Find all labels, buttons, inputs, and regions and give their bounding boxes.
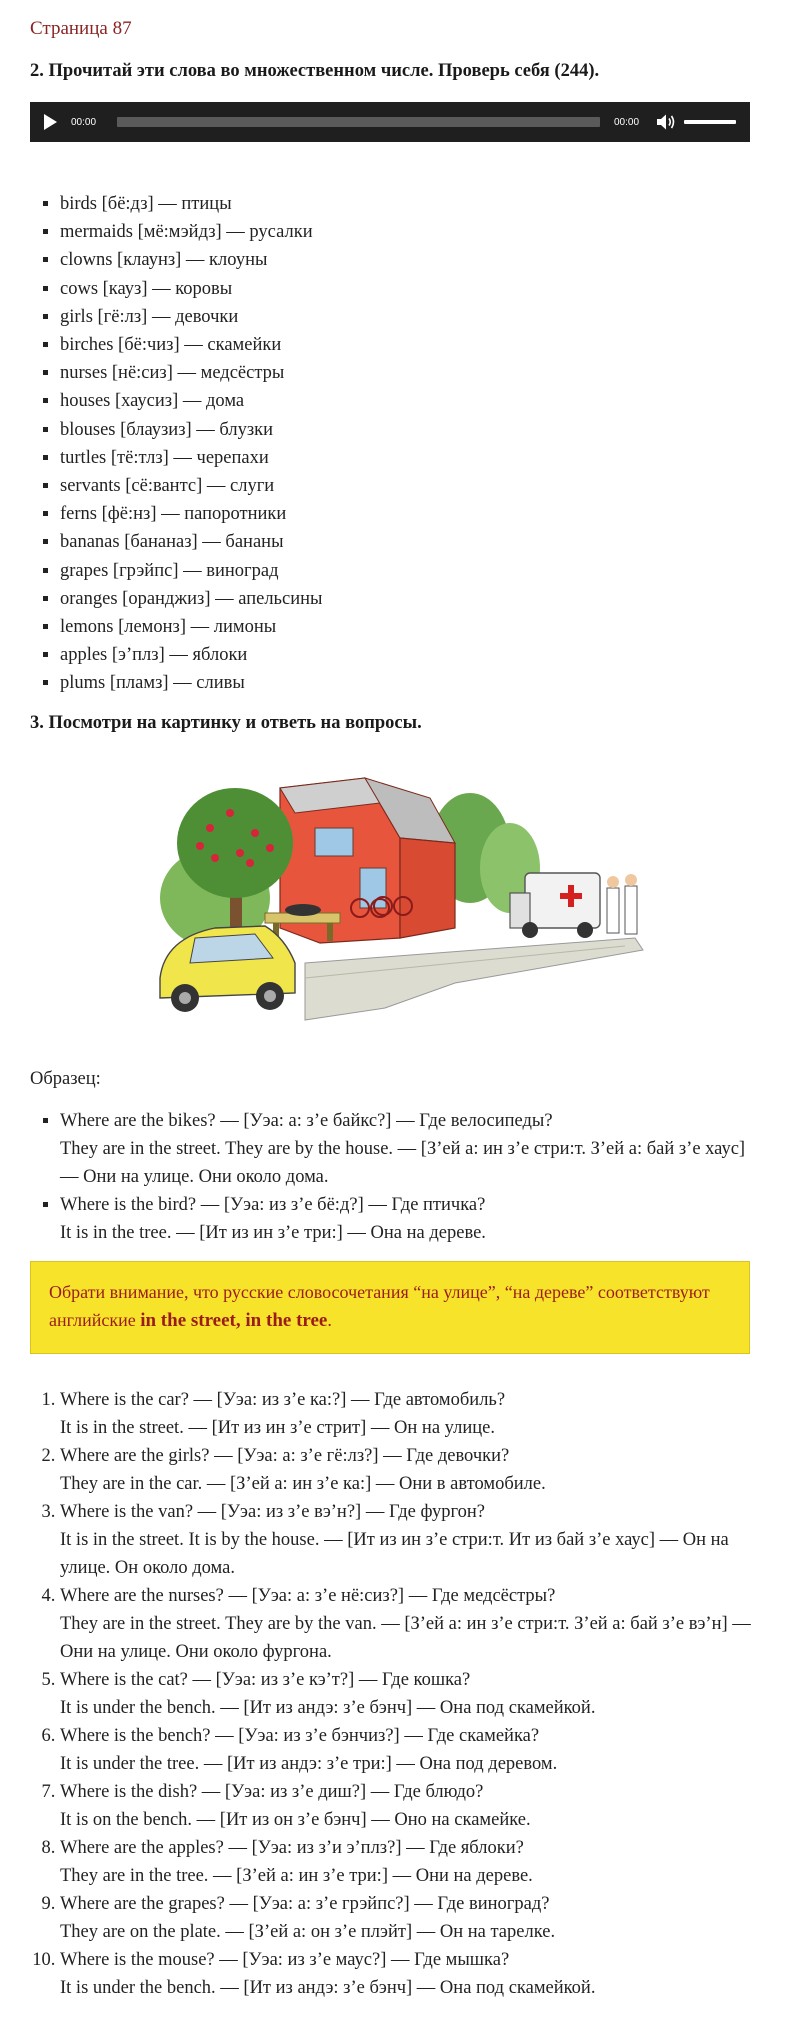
answer: They are in the tree. — [З’ей а: ин з’е три:] — Они на дереве. xyxy=(60,1865,533,1886)
note-separator: , xyxy=(235,1309,246,1331)
list-item: ▪ cows [кауз] — коровы xyxy=(60,275,751,303)
page-number: Страница 87 xyxy=(30,18,132,39)
note-text: Обрати внимание, что русские словосочетания “на улице”, “на дереве” соответствуют английские xyxy=(49,1281,710,1330)
note-box xyxy=(30,1261,750,1354)
list-item: ▪ birches [бё:чиз] — скамейки xyxy=(60,331,751,359)
question: 7. Where is the dish? — [Уэа: из з’е диш?] — Где блюдо? xyxy=(60,1781,484,1802)
answer: It is under the bench. — [Ит из андэ: з’е бэнч] — Она под скамейкой. xyxy=(60,1977,596,1998)
list-item: ▪ girls [гё:лз] — девочки xyxy=(60,303,751,331)
list-item xyxy=(60,1498,751,1582)
question: 10. Where is the mouse? — [Уэа: из з’е маус?] — Где мышка? xyxy=(60,1949,510,1970)
answer: It is under the bench. — [Ит из андэ: з’е бэнч] — Она под скамейкой. xyxy=(60,1697,596,1718)
audio-player[interactable] xyxy=(30,102,750,142)
volume-icon[interactable] xyxy=(656,113,676,131)
list-item: ▪ plums [пламз] — сливы xyxy=(60,669,751,697)
question: 2. Where are the girls? — [Уэа: а: з’е гё:лз?] — Где девочки? xyxy=(60,1445,510,1466)
note-emphasis: in the tree xyxy=(245,1309,328,1331)
sample-answer: They are in the street. They are by the house. — [З’ей а: ин з’е стри:т. З’ей а: бай з’е хаус] — Они на улице. Они около дома. xyxy=(60,1138,746,1187)
progress-track[interactable] xyxy=(117,117,600,127)
sample-list xyxy=(30,1107,751,1247)
list-item xyxy=(60,1834,751,1890)
list-item xyxy=(60,1666,751,1722)
answer: It is in the street. It is by the house. — [Ит из ин з’е стри:т. Ит из бай з’е хаус] — Он на улице. Он около дома. xyxy=(60,1529,729,1578)
list-item xyxy=(60,1442,751,1498)
list-item xyxy=(60,1107,751,1191)
sample-label: Образец: xyxy=(30,1068,101,1089)
word-list xyxy=(30,190,751,698)
list-item: ▪ oranges [оранджиз] — апельсины xyxy=(60,585,751,613)
sample-question: ▪ Where are the bikes? — [Уэа: а: з’е байкс?] — Где велосипеды? xyxy=(60,1110,553,1131)
play-icon[interactable] xyxy=(44,114,57,130)
volume-slider[interactable] xyxy=(684,120,736,124)
answer-list xyxy=(30,1386,751,2002)
list-item: ▪ clowns [клаунз] — клоуны xyxy=(60,246,751,274)
list-item: ▪ servants [сё:вантс] — слуги xyxy=(60,472,751,500)
note-end: . xyxy=(327,1309,332,1330)
list-item: ▪ lemons [лемонз] — лимоны xyxy=(60,613,751,641)
question: 3. Where is the van? — [Уэа: из з’е вэ’н?] — Где фургон? xyxy=(60,1501,486,1522)
section-2-heading: 2. Прочитай эти слова во множественном числе. Проверь себя (244). xyxy=(30,61,600,81)
question: 5. Where is the cat? — [Уэа: из з’е кэ’т?] — Где кошка? xyxy=(60,1669,471,1690)
answer: It is in the street. — [Ит из ин з’е стрит] — Он на улице. xyxy=(60,1417,495,1438)
current-time: 00:00 xyxy=(71,116,97,128)
list-item xyxy=(60,1946,751,2002)
list-item: ▪ bananas [бананаз] — бананы xyxy=(60,528,751,556)
sample-question: ▪ Where is the bird? — [Уэа: из з’е бё:д?] — Где птичка? xyxy=(60,1194,486,1215)
question: 9. Where are the grapes? — [Уэа: а: з’е грэйпс?] — Где виноград? xyxy=(60,1893,550,1914)
answer: It is on the bench. — [Ит из он з’е бэнч] — Оно на скамейке. xyxy=(60,1809,531,1830)
duration: 00:00 xyxy=(614,116,640,128)
list-item: ▪ ferns [фё:нз] — папоротники xyxy=(60,500,751,528)
list-item xyxy=(60,1386,751,1442)
list-item: ▪ houses [хаусиз] — дома xyxy=(60,387,751,415)
section-3-heading: 3. Посмотри на картинку и ответь на вопросы. xyxy=(30,712,422,733)
list-item: ▪ blouses [блаузиз] — блузки xyxy=(60,416,751,444)
street-illustration xyxy=(155,758,655,1038)
answer: They are in the street. They are by the van. — [З’ей а: ин з’е стри:т. З’ей а: бай з’е вэ’н] — Они на улице. Они около фургона. xyxy=(60,1613,751,1662)
question: 1. Where is the car? — [Уэа: из з’е ка:?] — Где автомобиль? xyxy=(60,1389,506,1410)
list-item xyxy=(60,1582,751,1666)
list-item xyxy=(60,1778,751,1834)
question: 6. Where is the bench? — [Уэа: из з’е бэнчиз?] — Где скамейка? xyxy=(60,1725,540,1746)
list-item: ▪ birds [бё:дз] — птицы xyxy=(60,190,751,218)
list-item: ▪ turtles [тё:тлз] — черепахи xyxy=(60,444,751,472)
list-item xyxy=(60,1191,751,1247)
list-item xyxy=(60,1890,751,1946)
note-emphasis: in the street xyxy=(140,1309,236,1331)
sample-answer: It is in the tree. — [Ит из ин з’е три:] — Она на дереве. xyxy=(60,1222,486,1243)
question: 4. Where are the nurses? — [Уэа: а: з’е нё:сиз?] — Где медсёстры? xyxy=(60,1585,556,1606)
answer: They are in the car. — [З’ей а: ин з’е ка:] — Они в автомобиле. xyxy=(60,1473,546,1494)
answer: They are on the plate. — [З’ей а: он з’е плэйт] — Он на тарелке. xyxy=(60,1921,556,1942)
list-item: ▪ grapes [грэйпс] — виноград xyxy=(60,557,751,585)
list-item: ▪ mermaids [мё:мэйдз] — русалки xyxy=(60,218,751,246)
question: 8. Where are the apples? — [Уэа: из з’и э’плз?] — Где яблоки? xyxy=(60,1837,524,1858)
answer: It is under the tree. — [Ит из андэ: з’е три:] — Она под деревом. xyxy=(60,1753,558,1774)
list-item: ▪ apples [э’плз] — яблоки xyxy=(60,641,751,669)
list-item xyxy=(60,1722,751,1778)
list-item: ▪ nurses [нё:сиз] — медсёстры xyxy=(60,359,751,387)
